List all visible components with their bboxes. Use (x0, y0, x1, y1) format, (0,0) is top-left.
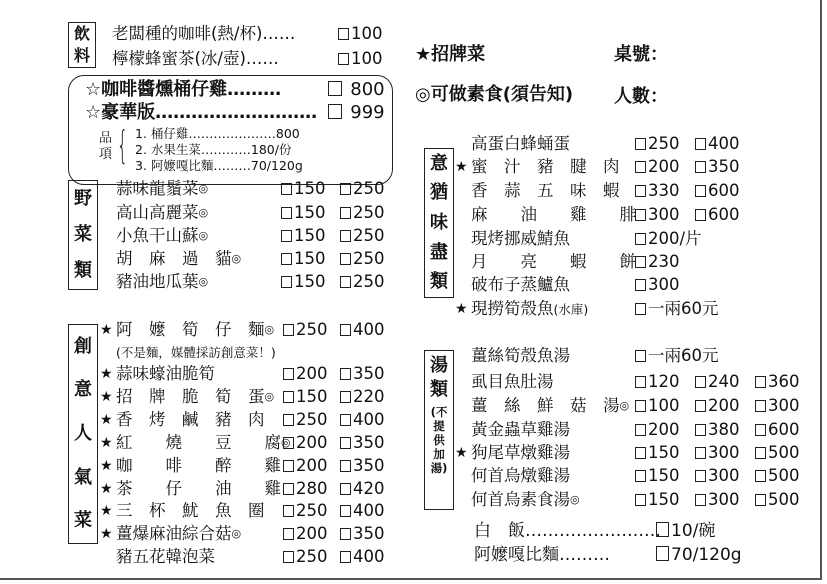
order-checkbox[interactable] (283, 551, 294, 563)
table-number-label: 桌號： (614, 44, 668, 65)
featured-main-price: 800 (350, 79, 385, 100)
dish-name: 豬油地瓜葉◎ (116, 272, 209, 291)
seafood-category-char: 味 (430, 211, 448, 233)
order-checkbox[interactable] (283, 391, 294, 403)
price-small: 150 (294, 203, 326, 222)
order-checkbox[interactable] (328, 104, 342, 119)
price-cell (283, 455, 328, 477)
order-checkbox[interactable] (281, 183, 292, 195)
seafood-category-box (424, 148, 454, 298)
order-checkbox[interactable] (281, 230, 292, 242)
price-cell (283, 523, 328, 545)
price-value: 300 (768, 396, 800, 415)
price-cell (635, 489, 680, 511)
seafood-category-char: 盡 (430, 241, 448, 263)
order-checkbox[interactable] (635, 376, 646, 388)
price-cell (340, 478, 385, 500)
price-large: 250 (353, 272, 385, 291)
brace-icon: { (117, 123, 128, 167)
price-cell (283, 478, 328, 500)
dish-name: 破布子蒸鱸魚 (471, 275, 570, 294)
price-value: 150 (296, 387, 328, 406)
dish-name: 薑 絲 鮮 菇 湯◎ (471, 396, 630, 415)
price-cell (635, 274, 680, 296)
price-cell (755, 419, 800, 441)
price-large: 250 (353, 249, 385, 268)
order-checkbox[interactable] (283, 368, 294, 380)
star-icon: ★ (100, 412, 113, 428)
order-checkbox[interactable] (755, 470, 766, 482)
seafood-category-char: 意 (430, 152, 448, 174)
order-checkbox[interactable] (281, 253, 292, 265)
price-cell (635, 419, 680, 441)
price-cell (635, 371, 680, 393)
price-value: 250 (296, 547, 328, 566)
order-checkbox[interactable] (340, 183, 351, 195)
order-checkbox[interactable] (635, 209, 646, 221)
order-checkbox[interactable] (635, 494, 646, 506)
dish-name: 薑爆麻油綜合菇◎ (116, 524, 242, 543)
price-value: 一兩60元 (648, 346, 719, 365)
featured-sub-item: 2. 水果生菜…………180/份 (135, 142, 292, 157)
dish-name: 紅 燒 豆 腐◎ (116, 433, 291, 452)
price-large: 250 (353, 179, 385, 198)
price-value: 220 (353, 387, 385, 406)
price-cell (695, 419, 740, 441)
dish-name: 阿 嬤 筍 仔 麵◎ (116, 320, 275, 339)
order-checkbox[interactable] (283, 483, 294, 495)
price-value: 150 (648, 466, 680, 485)
dish-name: 蜜 汁 豬 腱 肉 (471, 157, 620, 176)
price-cell (755, 465, 800, 487)
dish-name: 現撈筍殼魚(水庫) (471, 299, 589, 318)
star-icon: ★ (455, 445, 468, 461)
order-checkbox[interactable] (340, 460, 351, 472)
price-value: 200 (648, 420, 680, 439)
star-icon: ★ (100, 389, 113, 405)
price-value: 200 (296, 364, 328, 383)
dish-name: 茶 仔 油 雞 (116, 479, 281, 498)
order-checkbox[interactable] (340, 414, 351, 426)
price-value: 150 (648, 443, 680, 462)
soup-category-char: 類 (430, 379, 448, 400)
order-checkbox[interactable] (340, 437, 351, 449)
price-value: 300 (648, 275, 680, 294)
price-small: 150 (294, 226, 326, 245)
price-cell (635, 345, 719, 367)
dish-name: 虱目魚肚湯 (471, 372, 554, 391)
price-value: 350 (353, 433, 385, 452)
featured-deluxe-price: 999 (350, 102, 385, 123)
price-value: 330 (648, 181, 680, 200)
dish-name: (不是麵，媒體採訪創意菜！) (116, 345, 276, 360)
star-icon: ★ (100, 458, 113, 474)
price-cell (340, 319, 385, 341)
order-checkbox[interactable] (695, 447, 706, 459)
featured-sub-item: 3. 阿嬤嘎比麵………70/120g (135, 158, 303, 173)
price-value: 500 (768, 466, 800, 485)
price-value: 500 (768, 443, 800, 462)
price-cell (283, 386, 328, 408)
creative-category-box (68, 324, 98, 544)
price-value: 100 (648, 396, 680, 415)
staple-name: 阿嬤嘎比麵……… (474, 545, 610, 565)
creative-category-char: 菜 (74, 510, 92, 532)
price-value: 300 (708, 466, 740, 485)
order-checkbox[interactable] (340, 391, 351, 403)
price-cell (340, 500, 385, 522)
dish-name: 薑絲筍殼魚湯 (471, 346, 570, 365)
price-value: 600 (768, 420, 800, 439)
price-value: 250 (296, 320, 328, 339)
price-value: 150 (648, 490, 680, 509)
price-cell (340, 432, 385, 454)
seafood-category-char: 猶 (430, 182, 448, 204)
price-value: 120 (648, 372, 680, 391)
price-cell (695, 395, 740, 417)
price-cell (695, 465, 740, 487)
order-checkbox[interactable] (755, 400, 766, 412)
dish-name: 麻 油 雞 腓 (471, 205, 636, 224)
star-icon: ★ (455, 301, 468, 317)
price-cell (695, 204, 740, 226)
wild-veg-category-box (68, 180, 98, 290)
order-checkbox[interactable] (635, 400, 646, 412)
star-icon: ★ (455, 159, 468, 175)
dish-name: 蒜味蠔油脆筍 (116, 364, 215, 383)
order-checkbox[interactable] (635, 233, 646, 245)
featured-main-name: ☆咖啡醬燻桶仔雞……… (85, 79, 282, 100)
price-value: 400 (708, 134, 740, 153)
order-checkbox[interactable] (340, 230, 351, 242)
order-checkbox[interactable] (328, 81, 342, 96)
staple-price: 70/120g (671, 545, 742, 565)
seafood-category-char: 類 (430, 271, 448, 293)
order-checkbox[interactable] (340, 253, 351, 265)
price-value: 280 (296, 479, 328, 498)
order-checkbox[interactable] (635, 303, 646, 315)
wild-veg-category-char: 類 (74, 260, 92, 281)
price-value: 250 (296, 410, 328, 429)
drinks-category-char: 飲 (73, 24, 90, 43)
price-value: 200 (296, 433, 328, 452)
dish-name: 咖 啡 醉 雞 (116, 456, 281, 475)
order-checkbox[interactable] (755, 424, 766, 436)
price-value: 300 (708, 490, 740, 509)
wild-veg-category-char: 菜 (74, 224, 92, 245)
dish-name: 高山高麗菜◎ (116, 203, 209, 222)
price-cell (340, 386, 385, 408)
creative-category-char: 創 (74, 335, 92, 357)
order-checkbox[interactable] (340, 368, 351, 380)
dish-name: 黃金蟲草雞湯 (471, 420, 570, 439)
price-value: 300 (648, 205, 680, 224)
drinks-category-char: 料 (73, 46, 90, 65)
order-checkbox[interactable] (695, 209, 706, 221)
order-checkbox[interactable] (695, 376, 706, 388)
order-checkbox[interactable] (338, 53, 349, 65)
order-checkbox[interactable] (635, 138, 646, 150)
order-checkbox[interactable] (283, 528, 294, 540)
order-checkbox[interactable] (695, 185, 706, 197)
order-checkbox[interactable] (656, 522, 669, 537)
price-cell (283, 363, 328, 385)
price-value: 250 (648, 134, 680, 153)
price-value: 一兩60元 (648, 299, 719, 318)
soup-note: (不 提 供 加 湯) (430, 405, 448, 475)
featured-deluxe-name: ☆豪華版……………………… (85, 102, 318, 123)
order-checkbox[interactable] (755, 494, 766, 506)
star-icon: ★ (100, 526, 113, 542)
price-cell (635, 442, 680, 464)
price-value: 350 (353, 456, 385, 475)
dish-name: 三 杯 魷 魚 圈 (116, 501, 265, 520)
price-value: 600 (708, 181, 740, 200)
star-icon: ★ (100, 366, 113, 382)
price-value: 380 (708, 420, 740, 439)
order-checkbox[interactable] (755, 447, 766, 459)
star-icon: ★ (100, 435, 113, 451)
drink-price: 100 (351, 49, 383, 68)
price-value: 300 (708, 443, 740, 462)
price-cell (340, 546, 385, 568)
price-large: 250 (353, 203, 385, 222)
order-checkbox[interactable] (755, 376, 766, 388)
dish-name: 小魚干山蘇◎ (116, 226, 209, 245)
dish-name: 狗尾草燉雞湯 (471, 443, 570, 462)
dish-name: 香 蒜 五 味 蝦 (471, 181, 620, 200)
price-value: 350 (353, 524, 385, 543)
order-checkbox[interactable] (340, 483, 351, 495)
price-cell (283, 409, 328, 431)
soup-category-char: 湯 (430, 355, 448, 376)
price-cell (635, 133, 680, 155)
price-value: 400 (353, 320, 385, 339)
price-cell (635, 228, 702, 250)
price-cell (635, 395, 680, 417)
order-checkbox[interactable] (635, 279, 646, 291)
price-cell (755, 395, 800, 417)
price-small: 150 (294, 179, 326, 198)
wild-veg-category-char: 野 (74, 188, 92, 209)
order-checkbox[interactable] (635, 350, 646, 362)
price-value: 230 (648, 252, 680, 271)
price-cell (635, 465, 680, 487)
order-checkbox[interactable] (635, 470, 646, 482)
price-value: 350 (708, 157, 740, 176)
order-checkbox[interactable] (340, 207, 351, 219)
dish-name: 豬五花韓泡菜 (116, 547, 215, 566)
price-value: 200 (648, 157, 680, 176)
drink-price: 100 (351, 24, 383, 43)
star-icon: ★ (100, 503, 113, 519)
price-cell (340, 363, 385, 385)
price-cell (635, 156, 680, 178)
order-checkbox[interactable] (695, 470, 706, 482)
order-checkbox[interactable] (283, 505, 294, 517)
order-checkbox[interactable] (695, 400, 706, 412)
price-cell (340, 523, 385, 545)
price-value: 420 (353, 479, 385, 498)
price-cell (283, 319, 328, 341)
drinks-category-box (68, 22, 96, 68)
price-cell (695, 133, 740, 155)
price-cell (755, 371, 800, 393)
price-cell (340, 455, 385, 477)
order-checkbox[interactable] (340, 551, 351, 563)
order-checkbox[interactable] (338, 28, 349, 40)
dish-name: 高蛋白蜂蛹蛋 (471, 134, 570, 153)
order-checkbox[interactable] (635, 185, 646, 197)
price-value: 200 (708, 396, 740, 415)
price-small: 150 (294, 272, 326, 291)
order-checkbox[interactable] (695, 494, 706, 506)
staple-price: 10/碗 (671, 521, 716, 541)
signature-legend: ★招牌菜 (415, 44, 486, 65)
price-cell (283, 546, 328, 568)
featured-sub-item: 1. 桶仔雞…………………800 (135, 126, 300, 141)
order-checkbox[interactable] (635, 447, 646, 459)
price-value: 200/片 (648, 229, 702, 248)
staple-name: 白 飯…………………… (474, 521, 661, 541)
order-checkbox[interactable] (340, 505, 351, 517)
price-cell (695, 489, 740, 511)
drink-name: 檸檬蜂蜜茶(冰/壺)…… (112, 49, 279, 68)
price-value: 200 (296, 524, 328, 543)
price-cell (283, 432, 328, 454)
items-label-char: 品 (99, 131, 113, 146)
order-checkbox[interactable] (695, 424, 706, 436)
price-cell (635, 251, 680, 273)
price-cell (635, 204, 680, 226)
vegetarian-legend: ◎可做素食(須告知) (415, 84, 574, 105)
price-cell (635, 180, 680, 202)
featured-box (68, 75, 393, 185)
dish-name: 招 牌 脆 筍 蛋◎ (116, 387, 275, 406)
price-cell (283, 500, 328, 522)
dish-name: 胡 麻 過 貓◎ (116, 249, 242, 268)
price-value: 400 (353, 547, 385, 566)
creative-category-char: 人 (74, 422, 92, 444)
dish-name: 香 烤 鹹 豬 肉 (116, 410, 265, 429)
price-value: 250 (296, 501, 328, 520)
order-checkbox[interactable] (695, 138, 706, 150)
price-value: 500 (768, 490, 800, 509)
price-value: 240 (708, 372, 740, 391)
star-icon: ★ (100, 322, 113, 338)
order-checkbox[interactable] (695, 161, 706, 173)
price-value: 400 (353, 501, 385, 520)
price-cell (695, 180, 740, 202)
order-checkbox[interactable] (635, 256, 646, 268)
order-checkbox[interactable] (340, 276, 351, 288)
order-checkbox[interactable] (635, 161, 646, 173)
price-value: 200 (296, 456, 328, 475)
order-checkbox[interactable] (283, 324, 294, 336)
price-cell (635, 298, 719, 320)
price-cell (755, 442, 800, 464)
dish-name: 現烤挪威鯖魚 (471, 229, 570, 248)
dish-name: 月 亮 蝦 餅 (471, 252, 636, 271)
order-checkbox[interactable] (283, 460, 294, 472)
creative-category-char: 氣 (74, 466, 92, 488)
price-large: 250 (353, 226, 385, 245)
order-checkbox[interactable] (340, 324, 351, 336)
people-count-label: 人數： (614, 86, 668, 107)
drink-name: 老闆種的咖啡(熱/杯)…… (112, 24, 296, 43)
order-checkbox[interactable] (283, 437, 294, 449)
price-value: 360 (768, 372, 800, 391)
order-checkbox[interactable] (635, 424, 646, 436)
items-label-char: 項 (99, 147, 113, 162)
price-cell (755, 489, 800, 511)
dish-name: 何首烏燉雞湯 (471, 466, 570, 485)
order-checkbox[interactable] (656, 546, 669, 561)
items-label (99, 131, 112, 163)
dish-name: 蒜味龍鬚菜◎ (116, 179, 209, 198)
order-checkbox[interactable] (281, 207, 292, 219)
price-cell (695, 442, 740, 464)
price-cell (340, 409, 385, 431)
price-cell (695, 371, 740, 393)
dish-name: 何首烏素食湯◎ (471, 490, 580, 509)
creative-category-char: 意 (74, 379, 92, 401)
soup-category-box (424, 350, 454, 510)
price-value: 600 (708, 205, 740, 224)
order-checkbox[interactable] (283, 414, 294, 426)
price-cell (695, 156, 740, 178)
price-small: 150 (294, 249, 326, 268)
price-value: 350 (353, 364, 385, 383)
order-checkbox[interactable] (281, 276, 292, 288)
order-checkbox[interactable] (340, 528, 351, 540)
star-icon: ★ (100, 481, 113, 497)
price-value: 400 (353, 410, 385, 429)
